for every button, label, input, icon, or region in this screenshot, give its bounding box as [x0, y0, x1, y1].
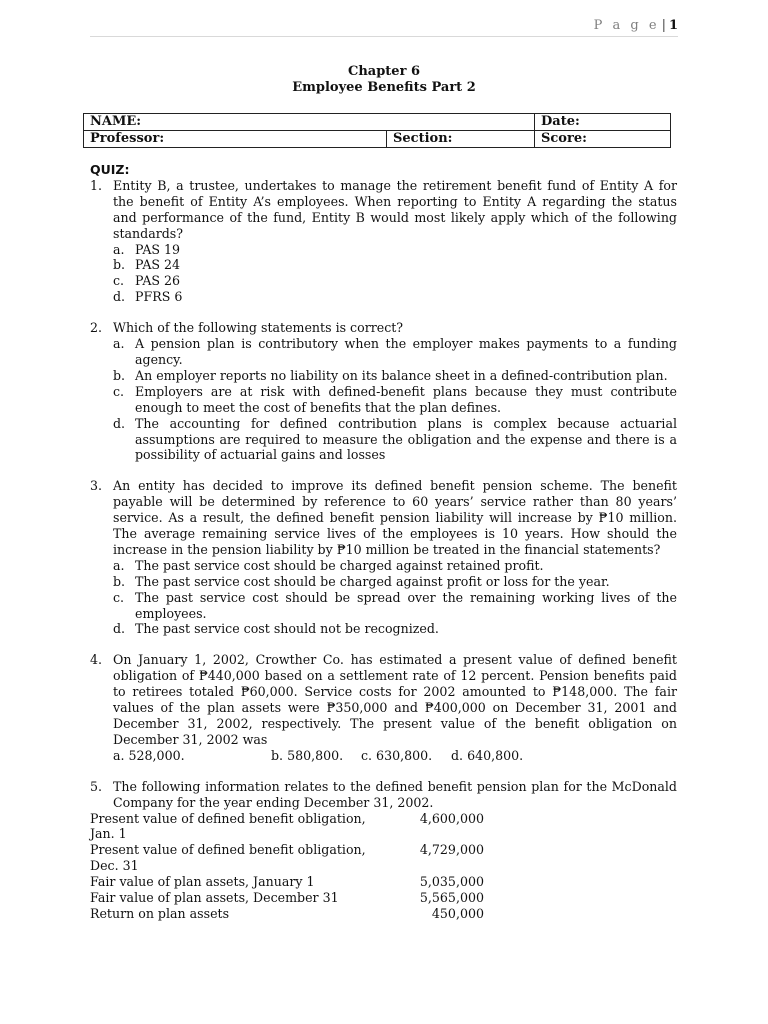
- option: b. 580,800.: [271, 747, 344, 763]
- option: a. 528,000.: [113, 747, 185, 763]
- option-letter: a.: [113, 241, 125, 257]
- name-field: NAME:: [84, 114, 535, 131]
- option: [113, 242, 677, 258]
- option-letter: d.: [113, 621, 126, 637]
- option-text: The past service cost should be charged against profit or loss for the year.: [135, 573, 610, 589]
- quiz-content: [90, 162, 677, 922]
- chapter-heading: Chapter 6: [347, 64, 420, 79]
- option-letter: d.: [113, 415, 126, 431]
- question-number: 3.: [90, 478, 103, 494]
- option-letter: d.: [113, 289, 126, 305]
- question-text: Which of the following statements is correct?: [113, 320, 404, 336]
- question: [90, 779, 677, 811]
- option-letter: b.: [113, 367, 126, 383]
- question: [90, 478, 677, 558]
- option-text: PAS 26: [135, 273, 181, 289]
- data-value: 5,565,000: [419, 890, 484, 906]
- question-number: 5.: [90, 778, 103, 794]
- section-field: Section:: [387, 131, 535, 148]
- option-list: [113, 336, 677, 463]
- option-text: An employer reports no liability on its balance sheet in a defined-contribution plan.: [135, 367, 668, 383]
- page-header: [90, 18, 678, 37]
- data-row: [90, 842, 490, 874]
- option: [113, 621, 677, 637]
- option-letter: a.: [113, 557, 125, 573]
- option: [113, 289, 677, 305]
- option-text: The accounting for defined contribution plans is complex because actuarial assumptions are required to measure the obligation and the expense and there is a possibility of actuarial gains and losses: [135, 415, 677, 463]
- option: [113, 558, 677, 574]
- question: [90, 320, 677, 336]
- question-text: On January 1, 2002, Crowther Co. has estimated a present value of defined benefit obligation of ₱440,000 based on a settlement rate of 12 percent. Pension benefits paid to retirees totaled ₱60,000. Service costs for 2002 amounted to ₱148,000. The fair values of the plan assets were ₱350,000 and ₱400,000 on December 31, 2001 and December 31, 2002, respectively. The present value of the benefit obligation on December 31, 2002 was: [113, 652, 677, 747]
- option-list: [113, 242, 677, 306]
- option-letter: c.: [113, 589, 125, 605]
- option-text: The past service cost should be spread over the remaining working lives of the employees.: [135, 589, 677, 621]
- question: [90, 178, 677, 242]
- option-text: PAS 19: [135, 241, 181, 257]
- data-label: Present value of defined benefit obligation, Dec. 31: [90, 842, 366, 874]
- data-row: [90, 874, 490, 890]
- question-text: An entity has decided to improve its defined benefit pension scheme. The benefit payable will be determined by reference to 60 years’ service rather than 80 years’ service. As a result, the defined benefit pension liability will increase by ₱10 million. The average remaining service lives of the employees is 10 years. How should the increase in the pension liability by ₱10 million be treated in the financial statements?: [113, 478, 677, 557]
- student-info-table: [83, 113, 671, 148]
- option-text: The past service cost should be charged against retained profit.: [135, 557, 544, 573]
- pension-data-table: [90, 811, 677, 922]
- option-text: Employers are at risk with defined-benefit plans because they must contribute enough to meet the cost of benefits that the plan defines.: [135, 383, 677, 415]
- option: [113, 384, 677, 416]
- data-label: Return on plan assets: [90, 905, 230, 921]
- option-list: [113, 558, 677, 638]
- option-letter: c.: [113, 273, 125, 289]
- question-text: Entity B, a trustee, undertakes to manage the retirement benefit fund of Entity A for the benefit of Entity A’s employees. When reporting to Entity A regarding the status and performance of the fund, Entity B would most likely apply which of the following standards?: [113, 177, 677, 241]
- option: [113, 273, 677, 289]
- inline-option-list: [113, 748, 677, 764]
- quiz-label: QUIZ:: [90, 162, 130, 177]
- score-field: Score:: [535, 131, 671, 148]
- data-value: 4,729,000: [419, 842, 484, 858]
- option-text: A pension plan is contributory when the employer makes payments to a funding agency.: [135, 336, 677, 367]
- option: c. 630,800.: [361, 747, 433, 763]
- option: [113, 574, 677, 590]
- option: [113, 368, 677, 384]
- professor-field: Professor:: [84, 131, 387, 148]
- option-text: The past service cost should not be recognized.: [135, 621, 439, 637]
- data-row: [90, 906, 490, 922]
- data-label: Present value of defined benefit obligation, Jan. 1: [90, 810, 366, 842]
- data-value: 450,000: [431, 905, 484, 921]
- data-label: Fair value of plan assets, December 31: [90, 890, 339, 906]
- data-value: 4,600,000: [419, 810, 484, 826]
- question-number: 2.: [90, 320, 103, 336]
- data-label: Fair value of plan assets, January 1: [90, 874, 315, 890]
- question-number: 4.: [90, 652, 103, 668]
- data-value: 5,035,000: [419, 874, 484, 890]
- data-row: [90, 811, 490, 843]
- chapter-subtitle: Employee Benefits Part 2: [292, 80, 476, 95]
- option: [113, 257, 677, 273]
- option-letter: b.: [113, 257, 126, 273]
- question: [90, 652, 677, 747]
- question-text: The following information relates to the defined benefit pension plan for the McDonald Company for the year ending December 31, 2002.: [113, 778, 677, 810]
- option: d. 640,800.: [451, 747, 524, 763]
- data-row: [90, 890, 490, 906]
- page-label: P a g e: [593, 18, 660, 33]
- document-title: [0, 64, 768, 96]
- option-letter: c.: [113, 383, 125, 399]
- page-number: 1: [668, 18, 678, 33]
- question-number: 1.: [90, 177, 103, 193]
- option-text: PFRS 6: [135, 289, 183, 305]
- date-field: Date:: [535, 114, 671, 131]
- option: [113, 590, 677, 622]
- option-text: PAS 24: [135, 257, 181, 273]
- option-letter: a.: [113, 336, 125, 352]
- option: [113, 416, 677, 464]
- page-separator: |: [661, 18, 666, 33]
- option-letter: b.: [113, 573, 126, 589]
- option: [113, 336, 677, 368]
